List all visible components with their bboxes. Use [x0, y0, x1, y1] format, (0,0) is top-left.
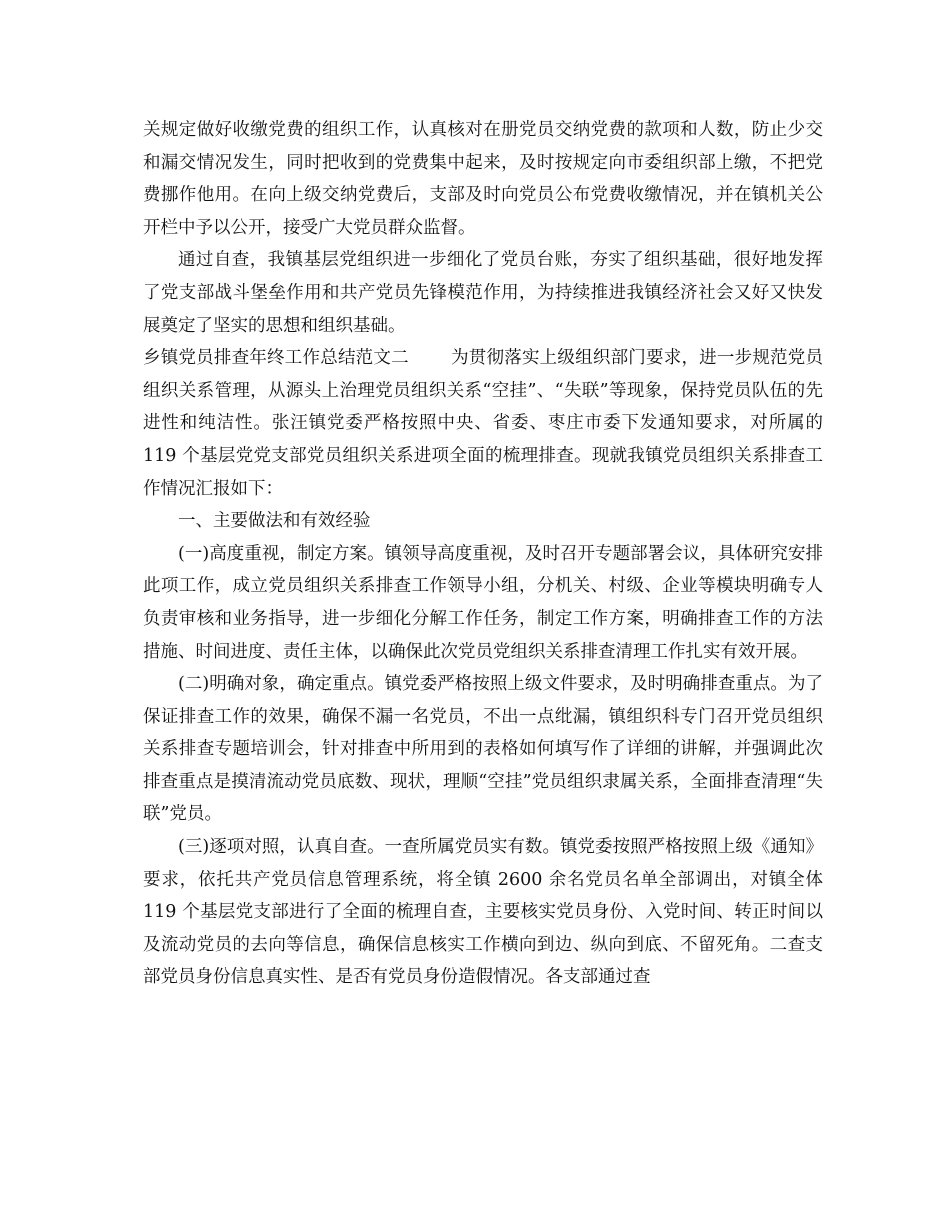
section-two-intro: 为贯彻落实上级组织部门要求，进一步规范党员组织关系管理，从源头上治理党员组织关系“空挂”、“失联”等现象，保持党员队伍的先进性和纯洁性。张汪镇党委严格按照中央、省委、枣庄市委下发通知要求，对所属的 119 个基层党党支部党员组织关系进项全面的梳理排查。现就我镇党员组织关系排查工作情况汇报如下：	[143, 348, 824, 499]
item-one: (一)高度重视，制定方案。镇领导高度重视，及时召开专题部署会议，具体研究安排此项工作，成立党员组织关系排查工作领导小组，分机关、村级、企业等模块明确专人负责审核和业务指导，进一步细化分解工作任务，制定工作方案，明确排查工作的方法措施、时间进度、责任主体，以确保此次党员党组织关系排查清理工作扎实有效开展。	[143, 543, 823, 662]
document-body	[143, 114, 823, 994]
item-two: (二)明确对象，确定重点。镇党委严格按照上级文件要求，及时明确排查重点。为了保证排查工作的效果，确保不漏一名党员，不出一点纰漏，镇组织科专门召开党员组织关系排查专题培训会，针对排查中所用到的表格如何填写作了详细的讲解，并强调此次排查重点是摸清流动党员底数、现状，理顺“空挂”党员组织隶属关系，全面排查清理“失联”党员。	[143, 674, 823, 825]
heading-main-practices: 一、主要做法和有效经验	[178, 511, 371, 532]
paragraph-continuation: 关规定做好收缴党费的组织工作，认真核对在册党员交纳党费的款项和人数，防止少交和漏交情况发生，同时把收到的党费集中起来，及时按规定向市委组织部上缴，不把党费挪作他用。在向上级交纳党费后，支部及时向党员公布党费收缴情况，并在镇机关公开栏中予以公开，接受广大党员群众监督。	[143, 120, 823, 238]
section-two-title: 乡镇党员排查年终工作总结范文二	[143, 348, 409, 369]
paragraph-self-check-summary: 通过自查，我镇基层党组织进一步细化了党员台账，夯实了组织基础，很好地发挥了党支部战斗堡垒作用和共产党员先锋模范作用，为持续推进我镇经济社会又好又快发展奠定了坚实的思想和组织基础。	[143, 250, 823, 336]
section-two	[143, 342, 823, 505]
item-three: (三)逐项对照，认真自查。一查所属党员实有数。镇党委按照严格按照上级《通知》要求，依托共产党员信息管理系统，将全镇 2600 余名党员名单全部调出，对镇全体 119 个基层党支部进行了全面的梳理自查，主要核实党员身份、入党时间、转正时间以及流动党员的去向等信息，确保信息核实工作横向到边、纵向到底、不留死角。二查支部党员身份信息真实性、是否有党员身份造假情况。各支部通过查	[143, 837, 823, 988]
